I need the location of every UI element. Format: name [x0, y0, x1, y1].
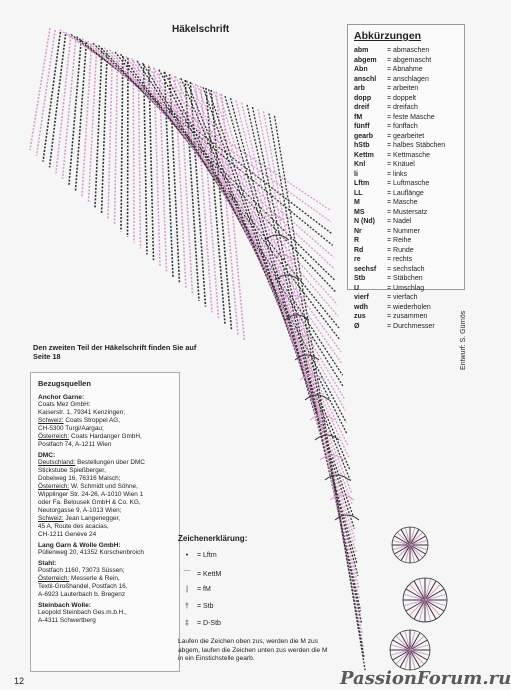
abbreviation-meaning: = Abnahme: [387, 66, 423, 73]
abbreviation-key: Ø: [354, 322, 360, 330]
source-line: Wipplinger Str. 24-26, A-1010 Wien 1: [38, 491, 144, 498]
source-line: Kaiserstr. 1, 79341 Kenzingen;: [38, 409, 126, 416]
abbreviation-row: [354, 75, 458, 85]
abbreviation-row: [354, 236, 458, 246]
abbreviation-row: [354, 284, 458, 294]
abbreviation-key: Nr: [354, 227, 362, 235]
stitch-row: [121, 54, 340, 340]
source-line: Coats Mez GmbH:: [38, 401, 91, 408]
legend-text: = fM: [197, 586, 211, 593]
legend-row: [180, 552, 217, 559]
country-label: Schweiz:: [38, 417, 64, 424]
abbreviation-key: N (Nd): [354, 218, 375, 225]
source-text: Bestellungen über DMC: [75, 459, 145, 466]
source-line: Postfach 74, A-1211 Wien: [38, 441, 112, 448]
abbreviation-key: arb: [354, 85, 365, 92]
source-line: A-6923 Lauterbach b. Bregenz: [38, 591, 126, 598]
source-line: Püllenweg 20, 41352 Korschenbroich: [38, 549, 144, 556]
source-line: A-4311 Schwertberg: [38, 617, 96, 624]
legend-note: Laufen die Zeichen oben zus, werden die M zus abgem, laufen die Zeichen unten zus werden die M in ein Einstichstelle gearb.: [178, 638, 328, 662]
source-heading: Stahl:: [38, 560, 57, 567]
abbreviation-meaning: = Knäuel: [387, 161, 415, 168]
abbreviation-key: U: [354, 284, 360, 292]
abbreviation-row: [354, 312, 458, 322]
source-line: Stickstube Spießberger,: [38, 467, 106, 474]
abbreviation-meaning: = rechts: [387, 256, 413, 263]
abbreviation-row: [354, 293, 458, 303]
stitch-row: [76, 42, 87, 191]
abbreviation-key: hStb: [354, 142, 370, 149]
abbreviation-key: re: [354, 256, 361, 263]
abbreviation-meaning: = Masche: [387, 199, 418, 206]
country-label: Österreich:: [38, 483, 70, 490]
stitch-row: [102, 50, 108, 214]
abbreviation-row: [354, 56, 458, 66]
country-label: Österreich:: [38, 433, 70, 440]
sources-title: Bezugsquellen: [38, 379, 91, 388]
source-line: CH-5300 Turgi/Aargau;: [38, 425, 104, 432]
continue-note: Den zweiten Teil der Häkelschrift finden Sie auf Seite 18: [33, 343, 197, 361]
abbreviation-key: R: [354, 237, 360, 244]
stitch-row: [220, 94, 357, 552]
double-cross-bar-icon: ‡: [185, 620, 189, 627]
legend-text: = KettM: [197, 570, 222, 578]
abbreviation-key: sechsf: [354, 265, 377, 273]
abbreviation-row: [354, 170, 458, 180]
abbreviation-meaning: = wiederholen: [387, 303, 431, 311]
abbreviation-row: [354, 198, 458, 208]
abbreviation-meaning: = Durchmesser: [387, 322, 435, 330]
abbreviation-meaning: = zusammen: [387, 313, 428, 320]
chain-arc-icon: ⌒: [183, 571, 191, 578]
stitch-row: [108, 52, 112, 220]
abbreviation-row: [354, 227, 458, 237]
source-text: Messerle & Rein,: [69, 575, 120, 582]
abbreviation-meaning: = Runde: [387, 246, 414, 254]
page-number: 12: [14, 676, 25, 686]
source-line: Textil-Großhandel, Postfach 16,: [38, 583, 128, 590]
abbreviation-row: [354, 303, 458, 313]
abbreviation-key: MS: [354, 208, 365, 216]
watermark-logo: PassionForum.ru: [340, 668, 511, 689]
source-line: oder Fa. Belousek GmbH & Co. KG,: [38, 499, 141, 506]
legend-row: [180, 620, 221, 627]
abbreviation-meaning: = doppelt: [387, 94, 416, 102]
country-label: Österreich:: [38, 575, 70, 582]
abbreviation-meaning: = dreifach: [387, 104, 418, 111]
stitch-row: [180, 78, 193, 295]
cross-bar-icon: †: [185, 603, 189, 610]
abbreviation-row: [354, 151, 458, 161]
abbreviation-row: [354, 65, 458, 75]
source-line: [38, 417, 172, 425]
source-heading: Anchor Garne:: [38, 394, 85, 401]
source-heading: Lang Garn & Wolle GmbH:: [38, 542, 121, 549]
legend-row: [180, 569, 221, 579]
legend-text: = D-Stb: [197, 620, 221, 627]
stitch-row: [63, 38, 77, 179]
source-line: [38, 483, 172, 491]
abbreviation-row: [354, 94, 458, 104]
source-text: W. Schmidt und Söhne,: [69, 483, 138, 490]
abbreviation-meaning: = Lauflänge: [387, 189, 424, 197]
source-line: Postfach 1160, 73073 Süssen;: [38, 567, 125, 574]
abbreviation-meaning: = Nadel: [387, 218, 412, 225]
abbreviation-meaning: = gearbeitet: [387, 132, 425, 140]
abbreviation-key: Knl: [354, 161, 366, 168]
source-line: 45 A, Route des acacias,: [38, 523, 109, 530]
abbreviation-key: Stb: [354, 275, 366, 282]
abbreviation-row: [354, 113, 458, 123]
source-text: Jean Langenegger,: [63, 515, 121, 522]
abbreviation-meaning: = abmaschen: [387, 47, 430, 54]
abbreviation-key: LL: [354, 189, 363, 197]
abbreviation-meaning: = Kettmasche: [387, 151, 430, 159]
abbreviation-row: [354, 84, 458, 94]
abbreviation-key: dopp: [354, 94, 372, 102]
abbreviation-row: [354, 265, 458, 275]
abbreviation-meaning: = Nummer: [387, 227, 420, 235]
legend-row: [180, 603, 214, 610]
source-line: [38, 515, 172, 523]
abbreviation-row: [354, 255, 458, 265]
abbreviation-row: [354, 141, 458, 151]
abbreviations-list: [354, 46, 458, 331]
abbreviations-title: Abkürzungen: [354, 30, 422, 42]
legend-text: = Stb: [197, 603, 214, 610]
abbreviation-row: [354, 208, 458, 218]
source-line: Leopold Steinbach Ges.m.b.H.,: [38, 609, 127, 616]
abbreviation-key: Lftm: [354, 180, 370, 187]
abbreviation-meaning: = abgemascht: [387, 56, 432, 64]
stitch-row: [121, 56, 123, 231]
abbreviation-meaning: = Luftmasche: [387, 180, 430, 187]
stitch-row: [69, 40, 81, 185]
abbreviation-row: [354, 122, 458, 132]
abbreviation-meaning: = Umschlag: [387, 284, 425, 292]
abbreviation-meaning: = links: [387, 170, 408, 178]
abbreviation-row: [354, 179, 458, 189]
designer-credit: Entwurf: S. Gürnös: [460, 310, 467, 370]
stitch-row: [203, 87, 353, 517]
abbreviation-key: Kettm: [354, 151, 374, 159]
source-line: [38, 459, 172, 467]
country-label: Deutschland:: [38, 459, 76, 466]
abbreviation-meaning: = Stäbchen: [387, 275, 423, 282]
abbreviation-row: [354, 132, 458, 142]
legend-title: Zeichenerklärung:: [178, 534, 248, 543]
abbreviation-meaning: = anschlagen: [387, 75, 429, 83]
abbreviation-row: [354, 217, 458, 227]
stitch-row: [143, 63, 344, 387]
legend-row: [180, 586, 211, 593]
abbreviation-key: li: [354, 170, 358, 178]
stitch-row: [214, 92, 355, 541]
abbreviation-row: [354, 103, 458, 113]
country-label: Schweiz:: [38, 515, 64, 522]
abbreviation-row: [354, 46, 458, 56]
abbreviation-row: [354, 246, 458, 256]
abbreviation-key: zus: [354, 313, 366, 320]
source-line: Dobelweg 16, 76316 Malsch;: [38, 475, 121, 482]
abbreviation-row: [354, 322, 458, 332]
abbreviation-key: wdh: [354, 303, 368, 311]
abbreviation-row: [354, 274, 458, 284]
abbreviation-key: vierf: [354, 294, 369, 301]
abbreviation-key: anschl: [354, 75, 377, 83]
abbreviation-meaning: = fünffach: [387, 123, 418, 130]
source-line: CH-1211 Genève 24: [38, 531, 97, 538]
abbreviation-key: abm: [354, 47, 369, 54]
abbreviation-meaning: = sechsfach: [387, 265, 425, 273]
abbreviations-box: [347, 24, 465, 330]
source-heading: Steinbach Wolle:: [38, 602, 92, 609]
source-line: [38, 433, 172, 441]
stitch-row: [225, 96, 357, 564]
source-text: Coats Hardanger GmbH,: [69, 433, 142, 440]
source-text: Coats Stroppel AG,: [63, 417, 121, 424]
source-line: [38, 575, 172, 583]
abbreviation-key: Abn: [354, 66, 368, 73]
abbreviation-meaning: = arbeiten: [387, 85, 419, 92]
abbreviation-meaning: = halbes Stäbchen: [387, 142, 446, 149]
abbreviation-key: dreif: [354, 104, 370, 111]
stitch-row: [88, 41, 335, 269]
legend-text: = Lftm: [197, 552, 217, 559]
sources-box: [30, 372, 180, 672]
abbreviation-key: Rd: [354, 246, 364, 254]
stitch-row: [115, 54, 118, 225]
abbreviation-meaning: = Reihe: [387, 237, 412, 244]
abbreviation-row: [354, 160, 458, 170]
stitch-row: [93, 43, 335, 281]
dot-icon: •: [185, 552, 189, 559]
stitch-row: [133, 60, 134, 243]
abbreviation-meaning: = feste Masche: [387, 113, 435, 121]
vertical-bar-icon: |: [186, 586, 188, 593]
abbreviation-key: M: [354, 199, 360, 206]
abbreviation-row: [354, 189, 458, 199]
source-heading: DMC:: [38, 452, 56, 459]
stitch-row: [115, 52, 339, 328]
source-line: Neutorgasse 9, A-1013 Wien;: [38, 507, 122, 514]
stitch-row: [128, 58, 129, 237]
abbreviation-key: fünff: [354, 123, 370, 130]
abbreviation-key: gearb: [354, 132, 374, 140]
abbreviation-key: abgem: [354, 56, 377, 64]
abbreviation-key: fM: [354, 113, 363, 121]
page-title: Häkelschrift: [172, 24, 230, 35]
abbreviation-meaning: = vierfach: [387, 294, 418, 301]
abbreviation-meaning: = Mustersatz: [387, 208, 428, 216]
